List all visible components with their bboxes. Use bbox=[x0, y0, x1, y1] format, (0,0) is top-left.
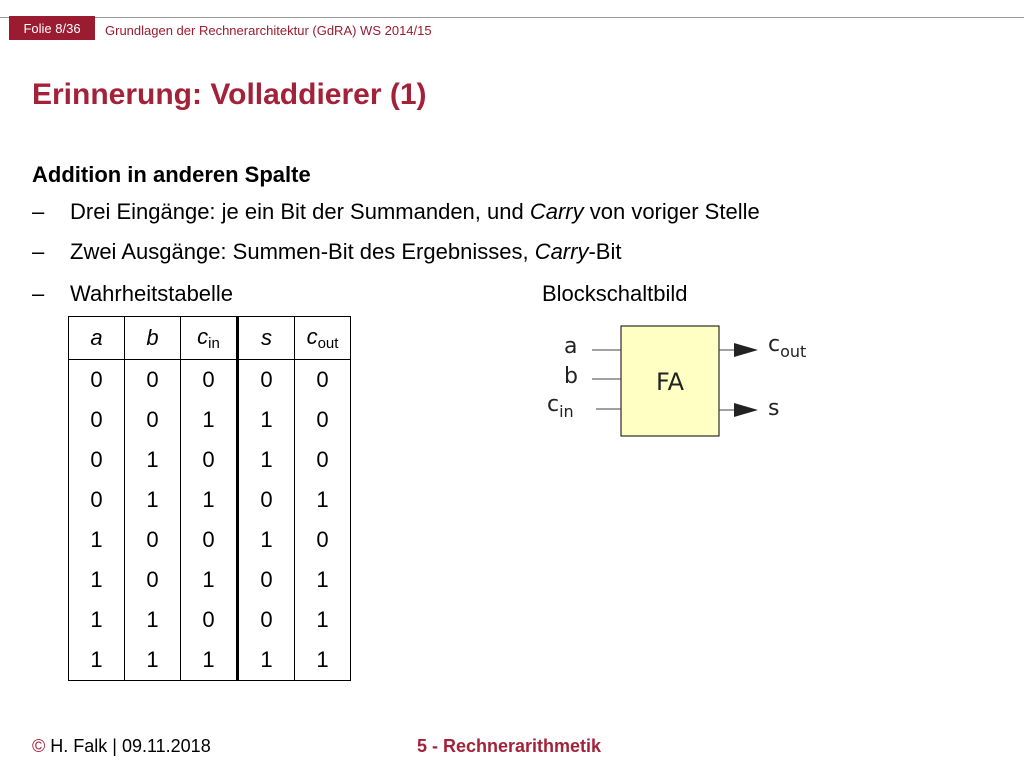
header-a: a bbox=[69, 317, 125, 360]
truth-table-cell: 0 bbox=[125, 560, 181, 600]
output-label-s: s bbox=[768, 396, 780, 421]
truth-table-cell: 0 bbox=[125, 400, 181, 440]
truth-table-cell: 0 bbox=[69, 480, 125, 520]
truth-table-cell: 0 bbox=[181, 440, 238, 480]
footer-author-text: H. Falk | 09.11.2018 bbox=[45, 736, 211, 756]
truth-table-cell: 1 bbox=[238, 640, 295, 681]
truth-table-row bbox=[69, 360, 351, 401]
truth-table-row bbox=[69, 520, 351, 560]
truth-table-cell: 1 bbox=[238, 400, 295, 440]
input-label-cin: $c_{in}$ bbox=[547, 392, 574, 421]
slide-number-badge: Folie 8/36 bbox=[9, 16, 95, 40]
bullet-text-part: Wahrheitstabelle bbox=[70, 281, 234, 306]
bullet-dash: – bbox=[32, 239, 45, 264]
bullet-text-part: von voriger Stelle bbox=[583, 199, 760, 224]
header-cin: $c_{in}$ bbox=[181, 317, 238, 360]
truth-table-row bbox=[69, 640, 351, 681]
truth-table-row bbox=[69, 440, 351, 480]
output-cout-arrow bbox=[734, 343, 758, 357]
bullet-text bbox=[70, 199, 760, 225]
truth-table-cell: 1 bbox=[69, 640, 125, 681]
bullet-text bbox=[70, 281, 233, 307]
truth-table-cell: 1 bbox=[295, 600, 351, 640]
truth-table-cell: 1 bbox=[295, 560, 351, 600]
truth-table-cell: 1 bbox=[238, 520, 295, 560]
truth-table-header bbox=[69, 317, 351, 360]
truth-table-cell: 1 bbox=[125, 600, 181, 640]
footer-author-date bbox=[32, 736, 211, 757]
fa-block-label: FA bbox=[655, 368, 685, 396]
bullet-text-emphasis: Carry bbox=[529, 199, 584, 224]
truth-table-cell: 1 bbox=[69, 560, 125, 600]
output-s-arrow bbox=[734, 403, 758, 417]
bullet-text-emphasis: Carry bbox=[534, 239, 589, 264]
input-label-a: a bbox=[564, 334, 578, 359]
footer-chapter: 5 - Rechnerarithmetik bbox=[417, 736, 602, 756]
header-rule bbox=[0, 17, 1024, 18]
truth-table-cell: 0 bbox=[69, 360, 125, 401]
copyright-symbol: © bbox=[32, 736, 46, 756]
truth-table-cell: 0 bbox=[295, 520, 351, 560]
truth-table-cell: 0 bbox=[238, 600, 295, 640]
truth-table-cell: 1 bbox=[69, 600, 125, 640]
truth-table-cell: 0 bbox=[238, 560, 295, 600]
header-s: s bbox=[238, 317, 295, 360]
truth-table-cell: 0 bbox=[238, 480, 295, 520]
truth-table-cell: 0 bbox=[295, 440, 351, 480]
truth-table-cell: 1 bbox=[181, 480, 238, 520]
truth-table-cell: 0 bbox=[295, 360, 351, 401]
truth-table-cell: 1 bbox=[125, 440, 181, 480]
truth-table-cell: 0 bbox=[181, 600, 238, 640]
full-adder-block-diagram bbox=[530, 318, 830, 448]
course-title: Grundlagen der Rechnerarchitektur (GdRA) WS 2014/15 bbox=[105, 23, 432, 38]
truth-table-cell: 1 bbox=[181, 640, 238, 681]
truth-table-cell: 1 bbox=[125, 640, 181, 681]
truth-table-cell: 0 bbox=[69, 440, 125, 480]
slide-title: Erinnerung: Volladdierer (1) bbox=[32, 78, 427, 111]
bullet-text bbox=[70, 239, 621, 265]
input-label-b: b bbox=[564, 364, 578, 389]
truth-table-cell: 1 bbox=[295, 480, 351, 520]
block-diagram-label: Blockschaltbild bbox=[542, 281, 688, 306]
truth-table-row bbox=[69, 560, 351, 600]
truth-table-cell: 0 bbox=[125, 520, 181, 560]
header-cout: $c_{out}$ bbox=[295, 317, 351, 360]
bullet-text-part: Drei Eingänge: je ein Bit der Summanden, und bbox=[70, 199, 530, 224]
truth-table bbox=[68, 316, 351, 681]
truth-table-row bbox=[69, 480, 351, 520]
truth-table-cell: 0 bbox=[238, 360, 295, 401]
truth-table-cell: 0 bbox=[69, 400, 125, 440]
truth-table-cell: 0 bbox=[181, 520, 238, 560]
truth-table-cell: 1 bbox=[295, 640, 351, 681]
bullet-dash: – bbox=[32, 199, 45, 224]
bullet-text-part: Zwei Ausgänge: Summen-Bit des Ergebnisses, bbox=[70, 239, 535, 264]
bullet-dash: – bbox=[32, 281, 45, 306]
truth-table-cell: 1 bbox=[181, 560, 238, 600]
truth-table-cell: 0 bbox=[181, 360, 238, 401]
truth-table-cell: 1 bbox=[181, 400, 238, 440]
truth-table-cell: 1 bbox=[238, 440, 295, 480]
truth-table-row bbox=[69, 600, 351, 640]
truth-table-cell: 1 bbox=[69, 520, 125, 560]
bullet-text-part: -Bit bbox=[588, 239, 622, 264]
truth-table-cell: 1 bbox=[125, 480, 181, 520]
header-b: b bbox=[125, 317, 181, 360]
truth-table-cell: 0 bbox=[125, 360, 181, 401]
output-label-cout: $c_{out}$ bbox=[768, 332, 807, 361]
truth-table-row bbox=[69, 400, 351, 440]
truth-table-body bbox=[69, 360, 351, 681]
slide-subtitle: Addition in anderen Spalte bbox=[32, 162, 311, 187]
truth-table-cell: 0 bbox=[295, 400, 351, 440]
